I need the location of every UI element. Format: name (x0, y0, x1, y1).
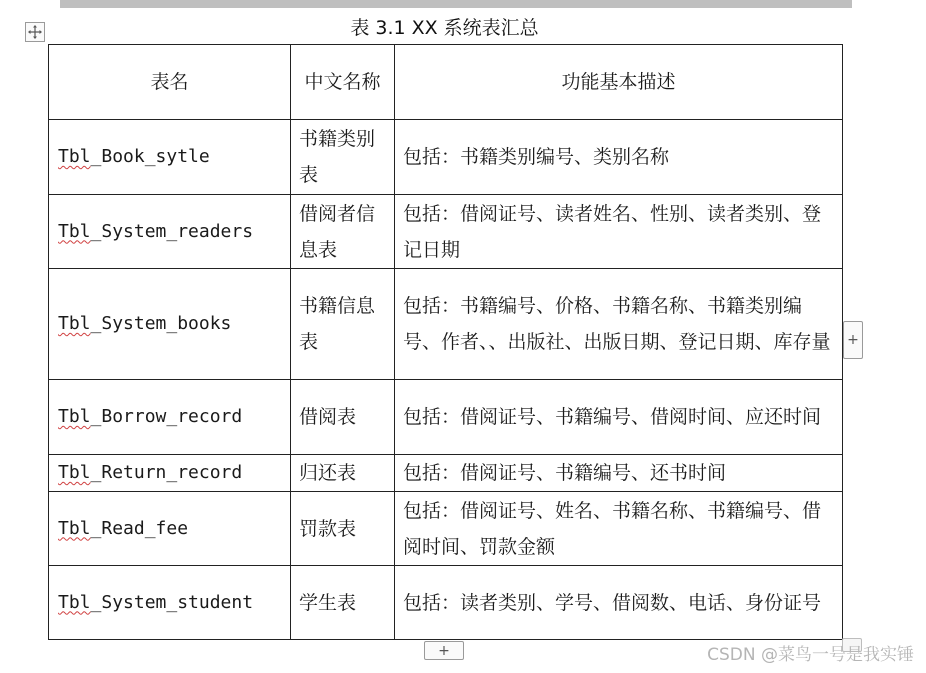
plus-icon: + (847, 332, 859, 348)
add-column-button[interactable] (843, 321, 863, 359)
chinese-name-cell[interactable]: 书籍信息表 (291, 269, 395, 380)
table-row (49, 269, 843, 380)
header-chinese-name: 中文名称 (291, 45, 395, 120)
chinese-name-cell[interactable]: 借阅表 (291, 380, 395, 455)
description-cell[interactable]: 包括：借阅证号、书籍编号、借阅时间、应还时间 (395, 380, 843, 455)
description-cell[interactable]: 包括：借阅证号、书籍编号、还书时间 (395, 455, 843, 492)
table-name-prefix: Tbl (58, 406, 91, 427)
header-table-name: 表名 (49, 45, 291, 120)
plus-icon: + (438, 642, 450, 659)
add-row-button[interactable] (424, 641, 464, 660)
table-row (49, 120, 843, 195)
table-name-suffix: _Book_sytle (90, 146, 210, 167)
table-name-suffix: _Return_record (90, 462, 243, 483)
table-name-suffix: _Borrow_record (90, 406, 243, 427)
chinese-name-cell[interactable]: 罚款表 (291, 492, 395, 566)
chinese-name-cell[interactable]: 借阅者信息表 (291, 195, 395, 269)
chinese-name-cell[interactable]: 学生表 (291, 566, 395, 640)
table-name-suffix: _System_books (90, 313, 232, 334)
table-row (49, 380, 843, 455)
header-row (49, 45, 843, 120)
table-name-cell[interactable] (49, 492, 291, 566)
watermark: CSDN @菜鸟一号是我实锤 (707, 645, 914, 665)
chinese-name-cell[interactable]: 书籍类别表 (291, 120, 395, 195)
table-name-cell[interactable] (49, 120, 291, 195)
description-cell[interactable]: 包括：书籍编号、价格、书籍名称、书籍类别编号、作者、、出版社、出版日期、登记日期、库存量 (395, 269, 843, 380)
table-name-prefix: Tbl (58, 591, 91, 613)
system-table (48, 44, 843, 640)
description-cell[interactable]: 包括：读者类别、学号、借阅数、电话、身份证号 (395, 566, 843, 640)
table-name-suffix: _System_readers (90, 220, 254, 242)
table-name-suffix: _Read_fee (90, 517, 189, 539)
table-row (49, 195, 843, 269)
table-name-prefix: Tbl (58, 462, 91, 483)
description-cell[interactable]: 包括：书籍类别编号、类别名称 (395, 120, 843, 195)
table-caption: 表 3.1 XX 系统表汇总 (350, 17, 539, 39)
table-row (49, 566, 843, 640)
table-name-prefix: Tbl (58, 146, 91, 167)
top-strip (60, 0, 852, 8)
table-name-prefix: Tbl (58, 313, 91, 334)
table-name-cell[interactable] (49, 455, 291, 492)
chinese-name-cell[interactable]: 归还表 (291, 455, 395, 492)
table-name-cell[interactable] (49, 566, 291, 640)
table-name-cell[interactable] (49, 195, 291, 269)
description-cell[interactable]: 包括：借阅证号、姓名、书籍名称、书籍编号、借阅时间、罚款金额 (395, 492, 843, 566)
move-arrows-icon (28, 25, 42, 39)
table-name-prefix: Tbl (58, 220, 91, 242)
table-move-handle[interactable] (25, 22, 45, 42)
header-description: 功能基本描述 (395, 45, 843, 120)
table-name-suffix: _System_student (90, 591, 254, 613)
table-row (49, 455, 843, 492)
table-name-cell[interactable] (49, 380, 291, 455)
table-name-prefix: Tbl (58, 517, 91, 539)
table-name-cell[interactable] (49, 269, 291, 380)
description-cell[interactable]: 包括：借阅证号、读者姓名、性别、读者类别、登记日期 (395, 195, 843, 269)
table-row (49, 492, 843, 566)
